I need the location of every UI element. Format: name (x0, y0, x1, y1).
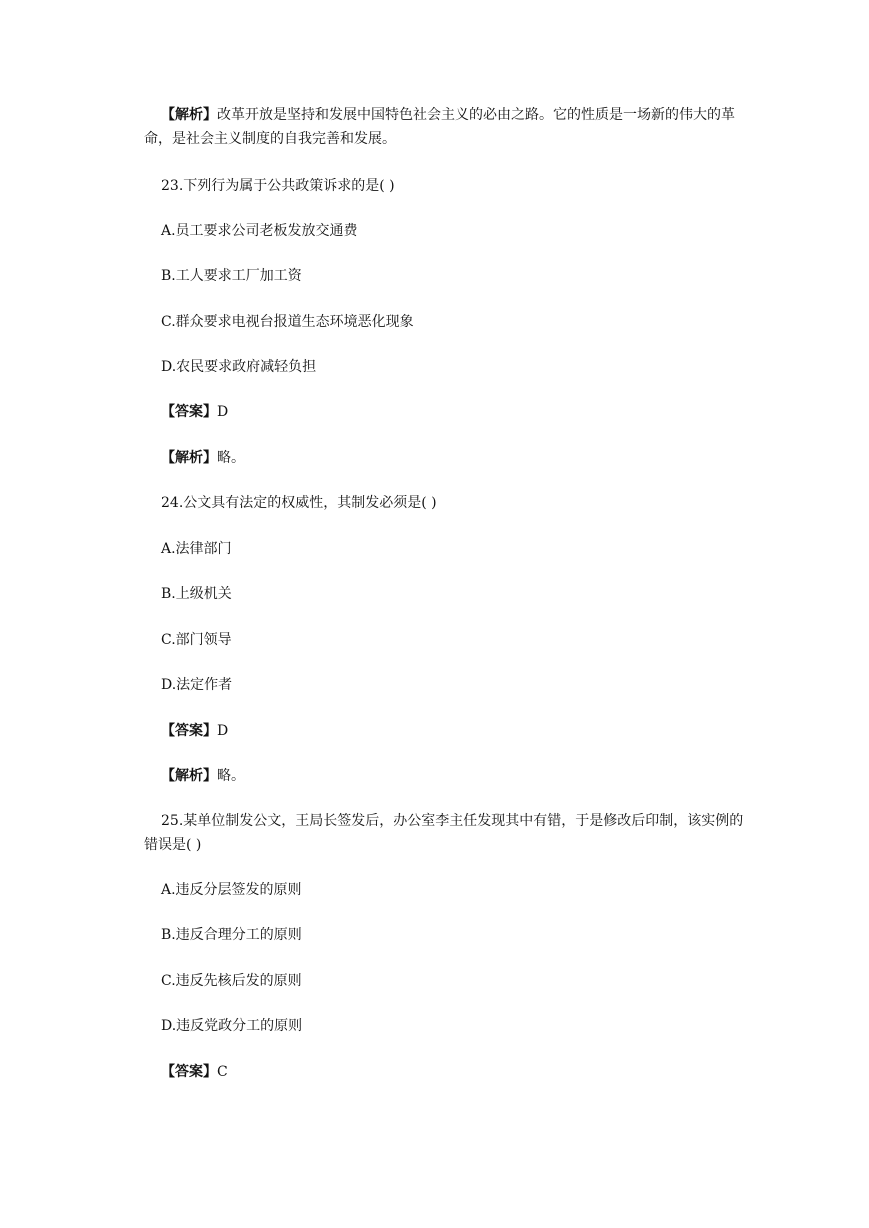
q23-option-c: C.群众要求电视台报道生态环境恶化现象 (161, 314, 414, 330)
q24-option-b: B.上级机关 (161, 586, 232, 602)
q24-answer (161, 721, 228, 741)
q24-option-a: A.法律部门 (161, 541, 232, 557)
q24-option-c: C.部门领导 (161, 632, 232, 648)
analysis-text: 略。 (217, 768, 245, 784)
q23-option-d: D.农民要求政府减轻负担 (161, 359, 317, 375)
analysis-text: 改革开放是坚持和发展中国特色社会主义的必由之路。它的性质是一场新的伟大的革命，是社会主义制度的自我完善和发展。 (144, 107, 735, 147)
analysis-prev (144, 103, 749, 151)
q24-option-d: D.法定作者 (161, 677, 233, 693)
analysis-tag: 【解析】 (161, 768, 217, 784)
analysis-tag: 【解析】 (161, 450, 217, 466)
q25-option-b: B.违反合理分工的原则 (161, 927, 302, 943)
answer-value: D (217, 404, 229, 420)
analysis-tag: 【解析】 (161, 107, 217, 123)
q24-analysis (161, 766, 245, 786)
q23-stem: 23.下列行为属于公共政策诉求的是( ) (161, 178, 395, 194)
q25-option-d: D.违反党政分工的原则 (161, 1018, 303, 1034)
answer-value: C (217, 1064, 228, 1080)
q25-stem: 25.某单位制发公文，王局长签发后，办公室李主任发现其中有错，于是修改后印制，该实例的错误是( ) (144, 813, 744, 853)
q25-answer (161, 1062, 228, 1082)
q23-analysis (161, 448, 245, 468)
q23-option-a: A.员工要求公司老板发放交通费 (161, 223, 358, 239)
q23-option-b: B.工人要求工厂加工资 (161, 268, 302, 284)
answer-value: D (217, 723, 229, 739)
q24-stem: 24.公文具有法定的权威性，其制发必须是( ) (161, 495, 437, 511)
q25-option-c: C.违反先核后发的原则 (161, 973, 302, 989)
q23-answer (161, 402, 228, 422)
q25-option-a: A.违反分层签发的原则 (161, 882, 302, 898)
answer-tag: 【答案】 (161, 1064, 217, 1080)
answer-tag: 【答案】 (161, 723, 217, 739)
analysis-text: 略。 (217, 450, 245, 466)
answer-tag: 【答案】 (161, 404, 217, 420)
